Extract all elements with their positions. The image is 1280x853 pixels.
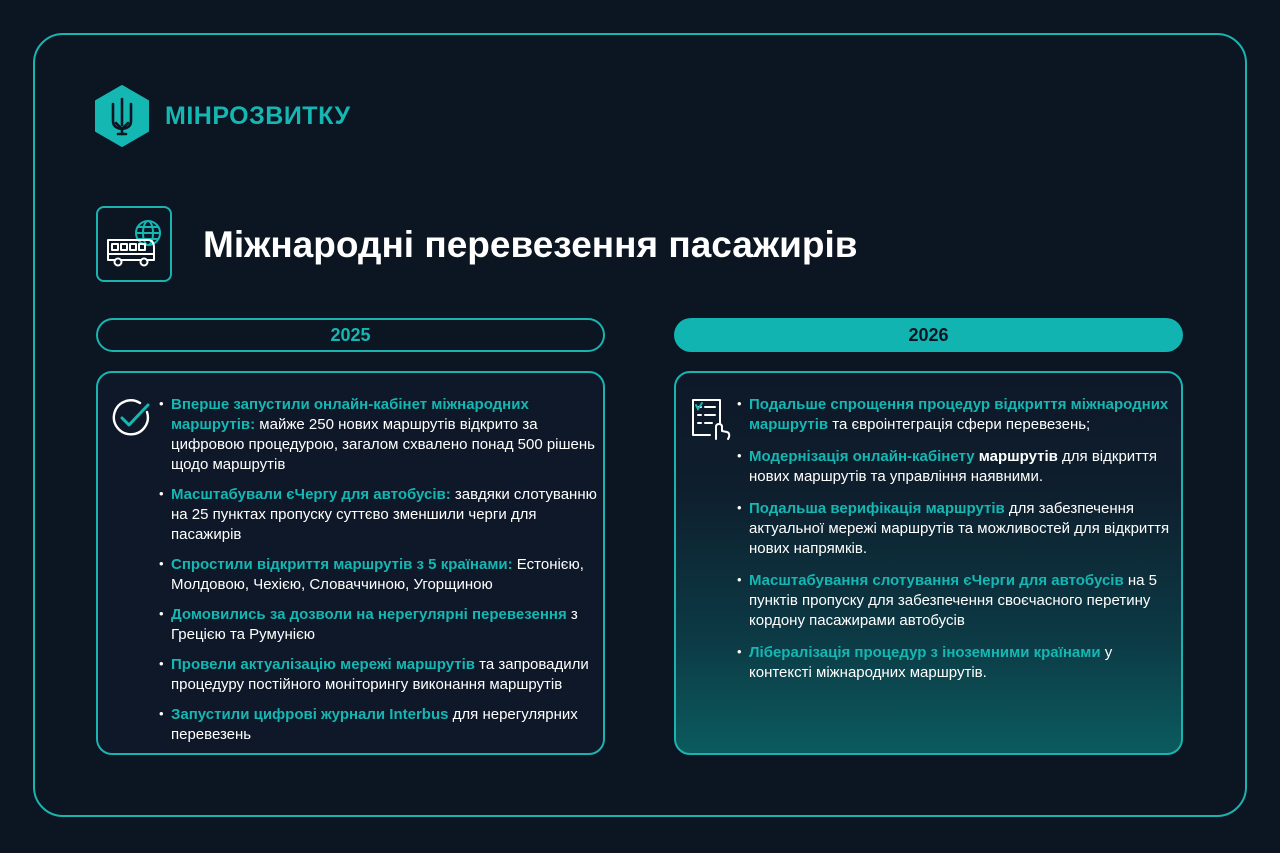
list-item: • Подальша верифікація маршрутів для забезпечення актуальної мережі маршрутів та можливостей для відкриття нових напрямків. [736,499,1176,559]
list-item: • Провели актуалізацію мережі маршрутів та запровадили процедуру постійного моніторингу виконання маршрутів [158,655,598,695]
list-item: • Домовились за дозволи на нерегулярні перевезення з Грецією та Румунією [158,605,598,645]
achievements-list-2025 [158,395,598,755]
ministry-name: МІНРОЗВИТКУ [165,101,351,130]
card-2025 [96,371,605,755]
list-item: • Подальше спрощення процедур відкриття міжнародних маршрутів та євроінтеграція сфери перевезень; [736,395,1176,435]
title-icon-box [96,206,172,282]
bus-globe-icon [104,218,164,270]
list-item: • Модернізація онлайн-кабінету маршрутів для відкриття нових маршрутів та управління наявними. [736,447,1176,487]
card-2026 [674,371,1183,755]
trident-hexagon-icon [93,85,151,147]
checklist-document-icon [690,397,732,441]
year-2026-label: 2026 [674,318,1183,352]
year-2025-label: 2025 [96,318,605,352]
list-item: • Лібералізація процедур з іноземними країнами у контексті міжнародних маршрутів. [736,643,1176,683]
list-item: • Вперше запустили онлайн-кабінет міжнародних маршрутів: майже 250 нових маршрутів відкрито за цифровою процедурою, загалом схвалено понад 500 рішень щодо маршрутів [158,395,598,475]
check-circle-icon [110,397,152,439]
list-item: • Спростили відкриття маршрутів з 5 країнами: Естонією, Молдовою, Чехією, Словаччиною, Угорщиною [158,555,598,595]
list-item: • Масштабували єЧергу для автобусів: завдяки слотуванню на 25 пунктах пропуску суттєво зменшили черги для пасажирів [158,485,598,545]
list-item: • Запустили цифрові журнали Interbus для нерегулярних перевезень [158,705,598,745]
plans-list-2026 [736,395,1176,695]
list-item: • Масштабування слотування єЧерги для автобусів на 5 пунктів пропуску для забезпечення своєчасного перетину кордону пасажирами автобусів [736,571,1176,631]
ministry-logo [93,85,351,147]
page-title: Міжнародні перевезення пасажирів [203,224,858,265]
